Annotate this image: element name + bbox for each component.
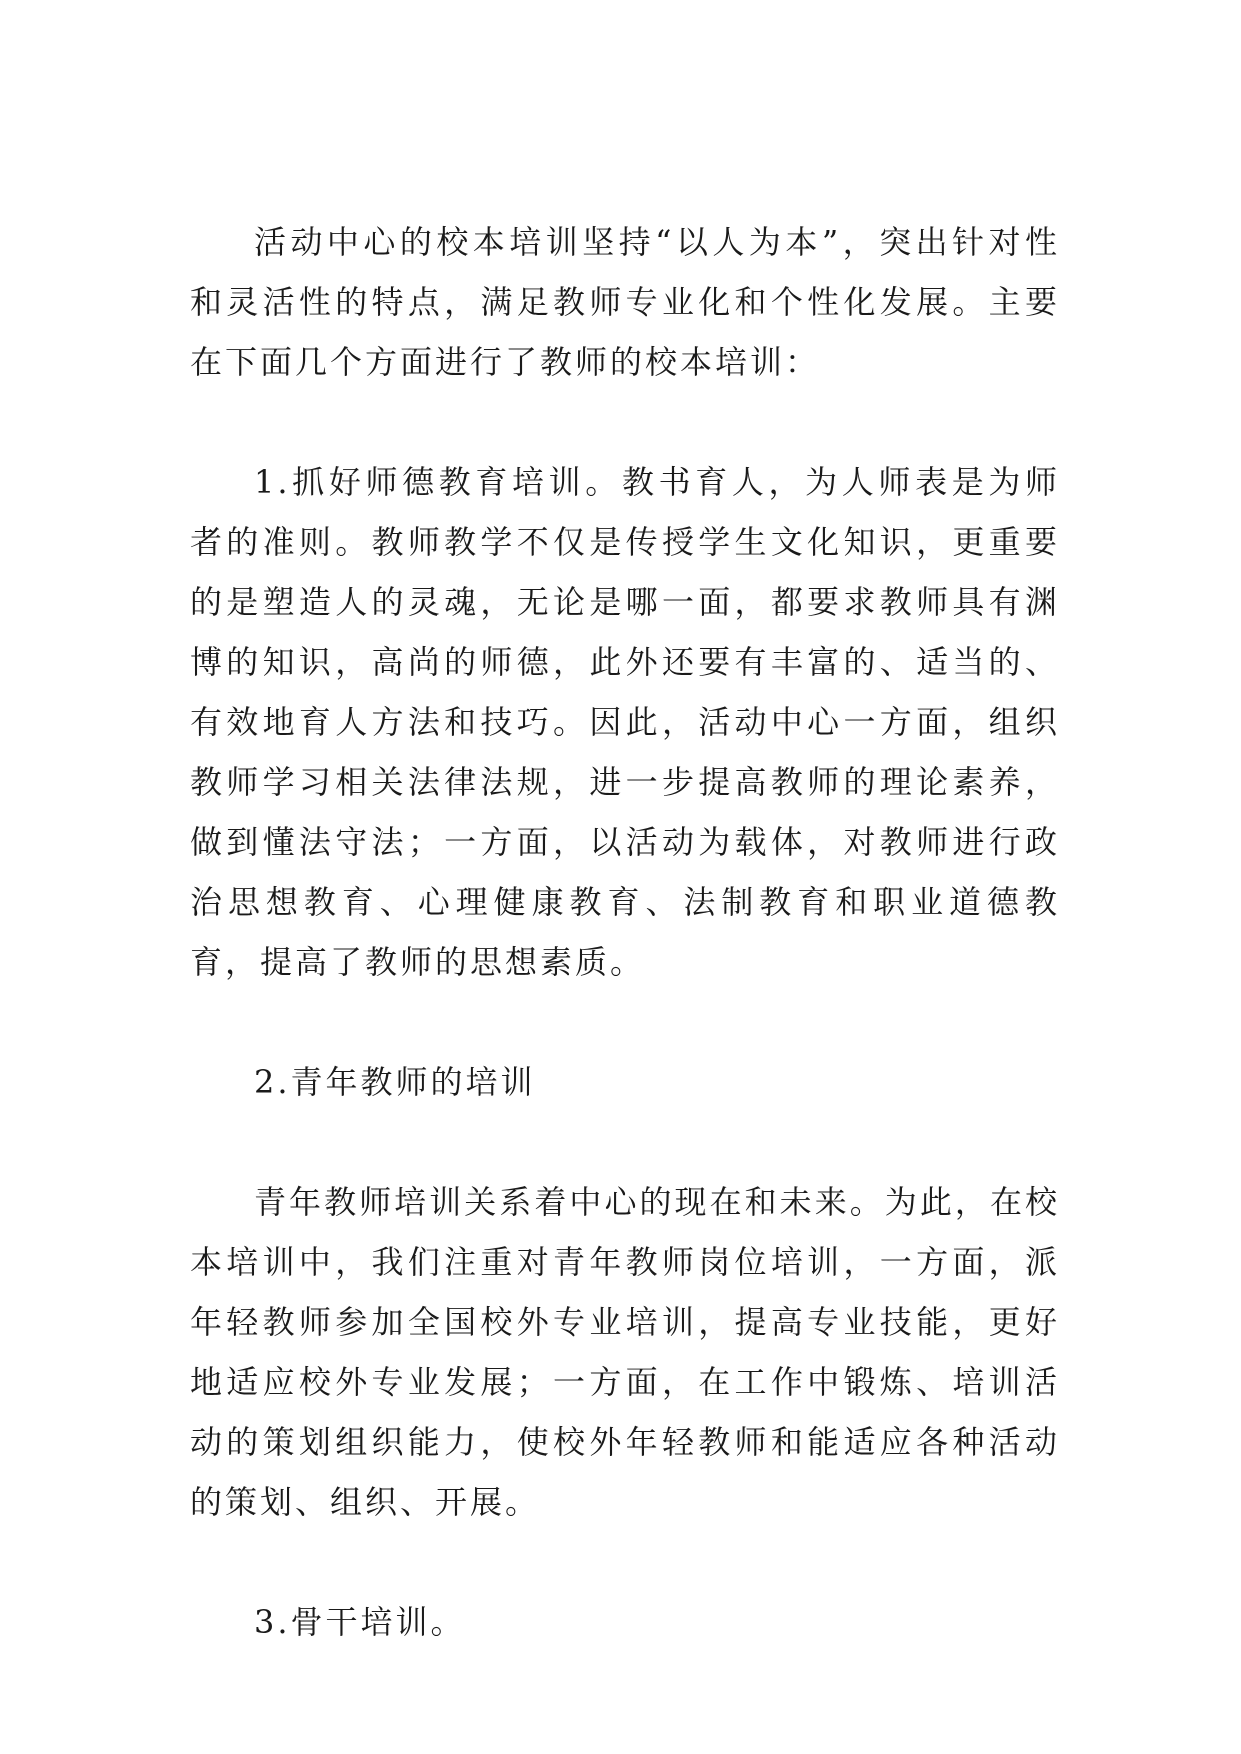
paragraph-young-teacher-training: 青年教师培训关系着中心的现在和未来。为此，在校本培训中，我们注重对青年教师岗位培训，一方面，派年轻教师参加全国校外专业培训，提高专业技能，更好地适应校外专业发展；一方面，在工作中锻炼、培训活动的策划组织能力，使校外年轻教师和能适应各种活动的策划、组织、开展。: [190, 1183, 1060, 1521]
paragraph-ethics-training: 1.抓好师德教育培训。教书育人，为人师表是为师者的准则。教师教学不仅是传授学生文化知识，更重要的是塑造人的灵魂，无论是哪一面，都要求教师具有渊博的知识，高尚的师德，此外还要有丰富的、适当的、有效地育人方法和技巧。因此，活动中心一方面，组织教师学习相关法律法规，进一步提高教师的理论素养，做到懂法守法；一方面，以活动为载体，对教师进行政治思想教育、心理健康教育、法制教育和职业道德教育，提高了教师的思想素质。: [190, 463, 1060, 981]
paragraph-intro: 活动中心的校本培训坚持“以人为本”，突出针对性和灵活性的特点，满足教师专业化和个性化发展。主要在下面几个方面进行了教师的校本培训：: [190, 223, 1060, 381]
heading-backbone-training: 3.骨干培训。: [254, 1603, 466, 1641]
document-body: [190, 212, 1060, 1652]
heading-young-teacher-training: 2.青年教师的培训: [254, 1063, 536, 1101]
